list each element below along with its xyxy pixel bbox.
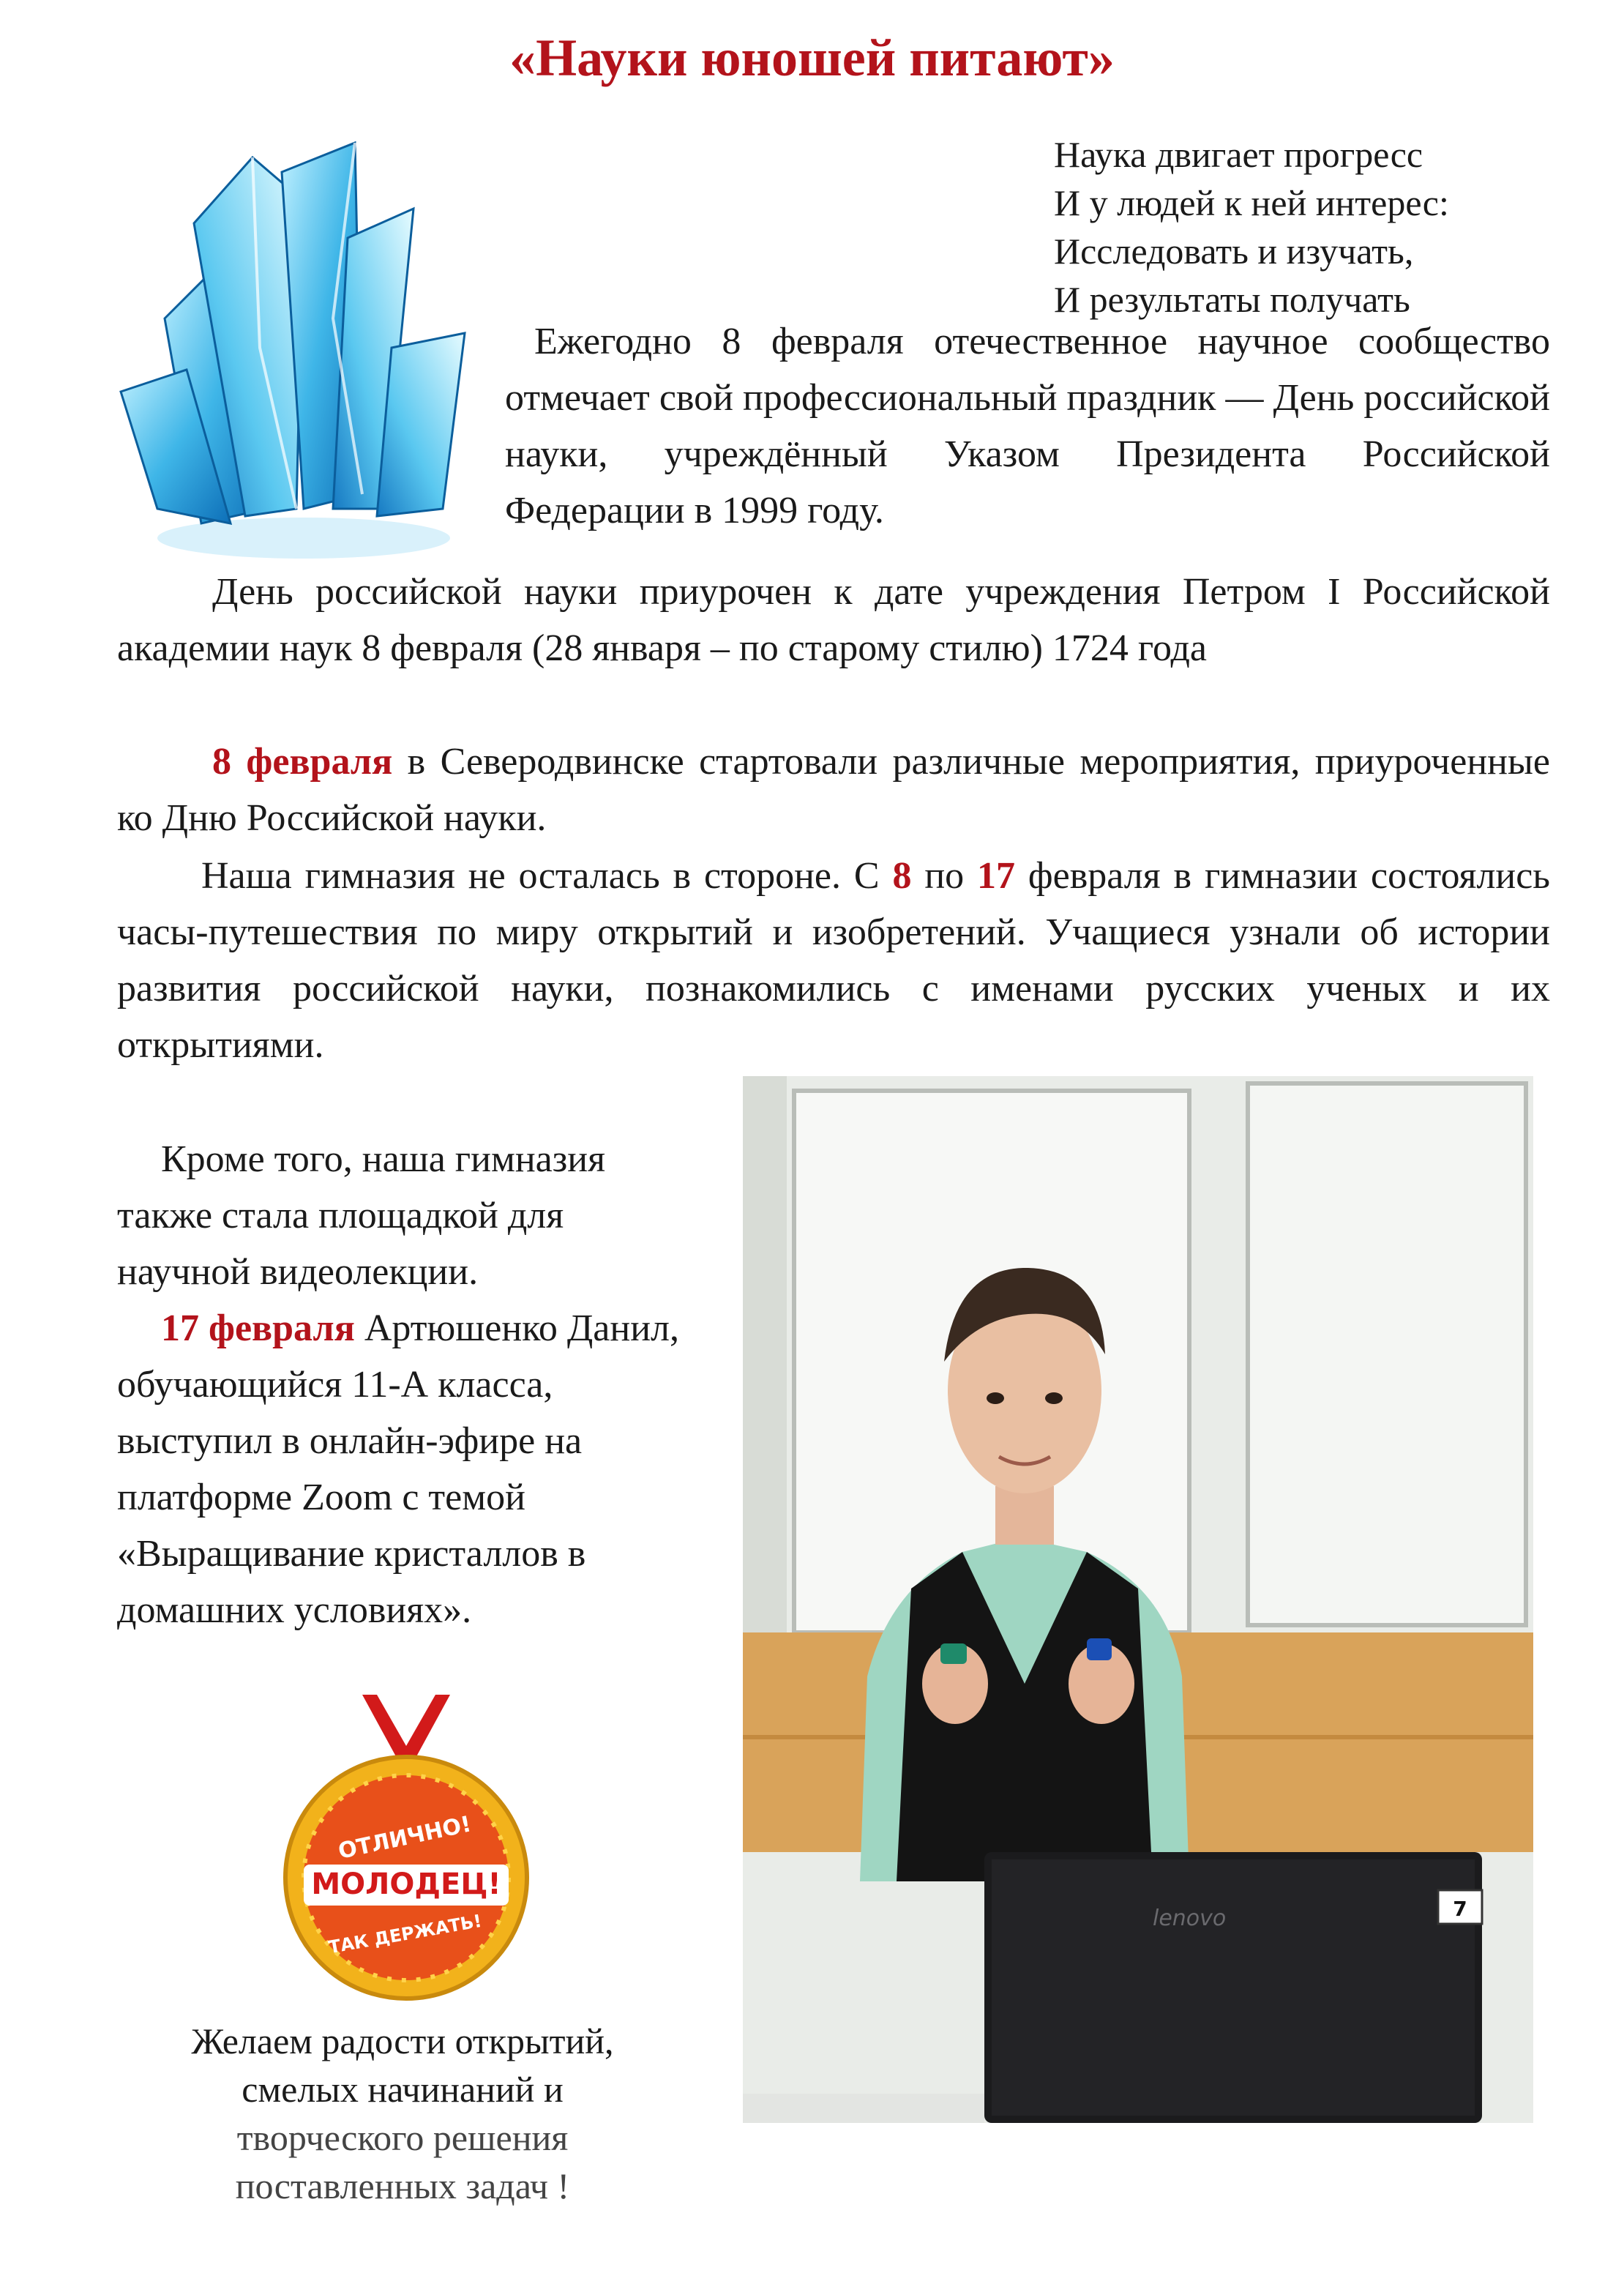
student-photo [743,1076,1533,2123]
highlight-date: 8 февраля [212,741,393,783]
paragraph-speaker [117,1300,703,1638]
paragraph-text: по [911,855,978,897]
poem-line: Наука двигает прогресс [1054,134,1423,175]
paragraph-academy [117,564,1550,676]
poem-line: Исследовать и изучать, [1054,231,1414,272]
lecture-text-column [117,1131,703,1638]
medal-image [267,1695,545,2002]
paragraph-text: Артюшенко Данил, обучающийся 11-А класса, выступил в онлайн-эфире на платформе Zoom с темой «Выращивание кристаллов в домашних условиях». [117,1307,679,1631]
paragraph-text: День российской науки приурочен к дате учреждения Петром I Российской академии наук 8 февраля (28 января – по старому стилю) 1724 года [117,571,1550,669]
poem-line: И у людей к ней интерес: [1054,182,1449,223]
paragraph-text: Кроме того, наша гимназия также стала площадкой для научной видеолекции. [117,1138,606,1293]
wish-text [117,2017,688,2210]
page-title: «Науки юношей питают» [509,29,1115,87]
wish-line: смелых начинаний и [242,2069,564,2110]
highlight-number: 8 [892,855,912,897]
poem-line: И результаты получать [1054,279,1410,320]
paragraph-text: февраля в гимназии состоялись часы-путешествия по миру открытий и изобретений. Учащиеся узнали об истории развития российской науки, познакомились с именами русских ученых и их открытиями. [117,855,1551,1066]
laptop-logo: lenovo [1153,1906,1227,1931]
crystal-illustration [113,128,479,567]
paragraph-text: Наша гимназия не осталась в стороне. С [201,855,893,897]
medal-text: ОТЛИЧНО! [336,1811,474,1865]
wish-line: Желаем радости открытий, [191,2020,614,2061]
poem [1054,130,1449,324]
highlight-number: 17 [977,855,1016,897]
paragraph-severodvinsk [117,734,1550,846]
desk-number: 7 [1453,1897,1467,1921]
wish-line: творческого решения [236,2117,569,2158]
wish-line: поставленных задач ! [235,2165,570,2206]
paragraph-gymnasium [117,848,1550,1073]
medal-text: ТАК ДЕРЖАТЬ! [326,1910,484,1958]
paragraph-text: Ежегодно 8 февраля отечественное научное сообщество отмечает свой профессиональный праздник — День российской науки, учреждённый Указом Президента Российской Федерации в 1999 году. [505,321,1550,531]
paragraph-lecture [117,1131,703,1300]
paragraph-science-day [505,313,1550,539]
highlight-date: 17 февраля [161,1307,355,1349]
medal-text: МОЛОДЕЦ! [311,1867,501,1901]
paragraph-text: в Северодвинске стартовали различные мероприятия, приуроченные ко Дню Российской науки. [117,741,1551,839]
